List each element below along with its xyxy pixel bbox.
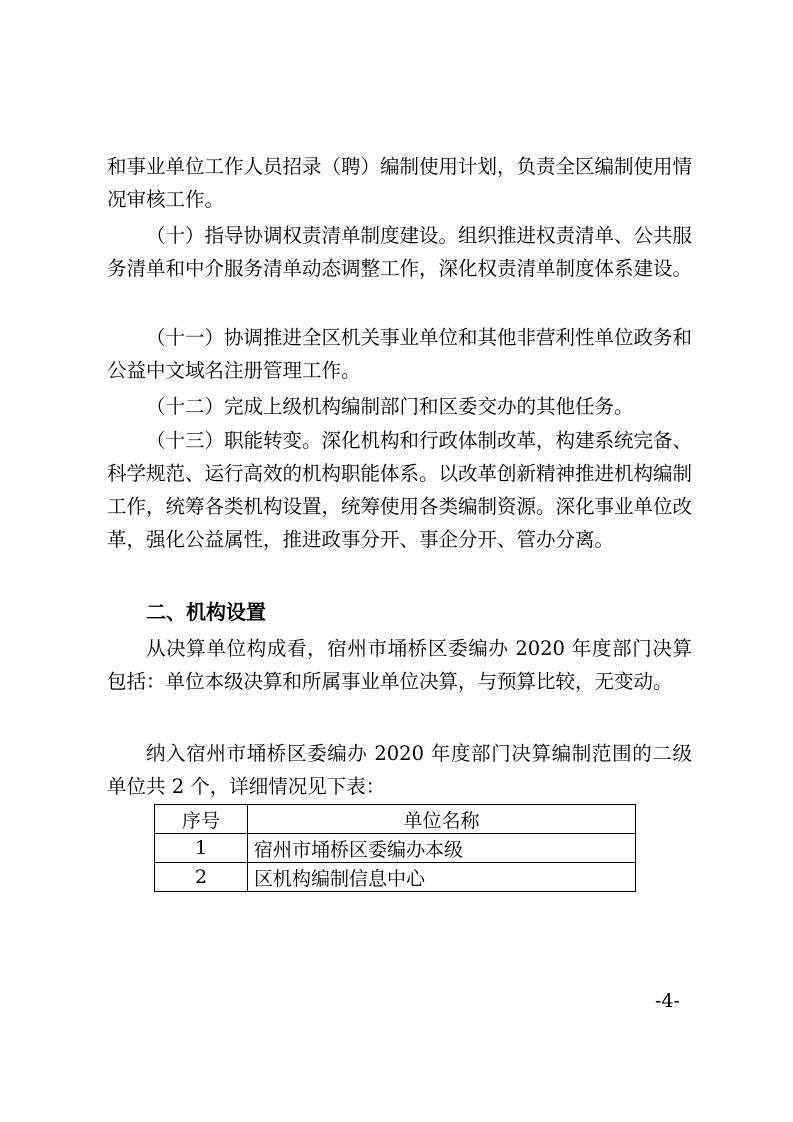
table-cell-index: 1 [155, 834, 248, 863]
table-cell-index: 2 [155, 863, 248, 892]
paragraph-staffing-plan: 和事业单位工作人员招录（聘）编制使用计划，负责全区编制使用情况审核工作。 [107, 155, 693, 211]
paragraph-budget-units: 从决算单位构成看，宿州市埇桥区委编办 2020 年度部门决算包括：单位本级决算和所属事业单位决算，与预算比较，无变动。 [107, 637, 692, 693]
paragraph-item-11: （十一）协调推进全区机关事业单位和其他非营利性单位政务和公益中文域名注册管理工作。 [107, 326, 693, 382]
paragraph-item-12: （十二）完成上级机构编制部门和区委交办的其他任务。 [146, 395, 634, 418]
column-header-index: 序号 [155, 805, 248, 834]
section-heading: 二、机构设置 [146, 600, 266, 624]
table-row [155, 834, 636, 863]
table-cell-unit-name: 宿州市埇桥区委编办本级 [248, 834, 636, 863]
units-table [154, 804, 636, 892]
paragraph-secondary-units: 纳入宿州市埇桥区委编办 2020 年度部门决算编制范围的二级单位共 2 个，详细情况见下表： [107, 742, 692, 798]
paragraph-item-10: （十）指导协调权责清单制度建设。组织推进权责清单、公共服务清单和中介服务清单动态调整工作，深化权责清单制度体系建设。 [107, 224, 693, 280]
page-number: -4- [655, 990, 680, 1012]
table-row [155, 863, 636, 892]
table-cell-unit-name: 区机构编制信息中心 [248, 863, 636, 892]
paragraph-item-13: （十三）职能转变。深化机构和行政体制改革，构建系统完备、科学规范、运行高效的机构职能体系。以改革创新精神推进机构编制工作，统筹各类机构设置，统筹使用各类编制资源。深化事业单位改革，强化公益属性，推进政事分开、事企分开、管办分离。 [107, 429, 693, 551]
table-header-row [155, 805, 636, 834]
column-header-unit-name: 单位名称 [248, 805, 636, 834]
